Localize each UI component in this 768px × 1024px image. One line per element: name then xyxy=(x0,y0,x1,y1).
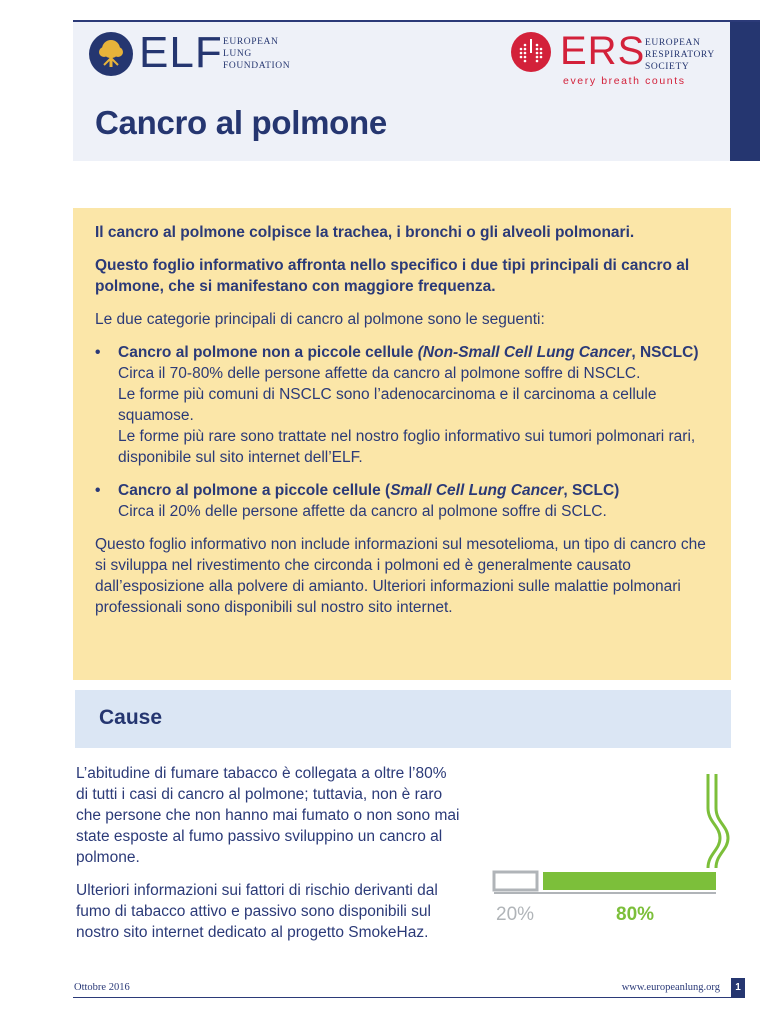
page-title: Cancro al polmone xyxy=(95,104,387,141)
footer-url[interactable]: www.europeanlung.org xyxy=(621,982,720,993)
header-accent-bar xyxy=(730,22,760,161)
elf-tree-logo-icon xyxy=(89,32,133,76)
intro-paragraph-3: Le due categorie principali di cancro al polmone sono le seguenti: xyxy=(95,311,545,328)
cigarette-body-segment xyxy=(543,872,716,890)
cigarette-base-line xyxy=(494,892,716,894)
cause-paragraph-2: Ulteriori informazioni sui fattori di rischio derivanti dal fumo di tabacco attivo e passivo sono disponibili sul nostro sito internet dedicato al progetto SmokeHaz. xyxy=(76,882,438,941)
elf-wordmark: ELF xyxy=(139,28,223,77)
intro-paragraph-1: Il cancro al polmone colpisce la trachea, i bronchi o gli alveoli polmonari. xyxy=(95,224,635,241)
ers-lung-logo-icon xyxy=(511,32,551,72)
footer-rule xyxy=(73,997,731,998)
cause-section-header xyxy=(75,690,731,748)
intro-box xyxy=(73,208,731,680)
bullet-nsclc xyxy=(95,342,709,468)
page-number: 1 xyxy=(731,978,745,998)
bullet-sclc-line-1: Circa il 20% delle persone affette da cancro al polmone soffre di SCLC. xyxy=(118,503,607,520)
bullet-dot: • xyxy=(95,344,101,361)
pct-smoking-label: 80% xyxy=(616,904,655,925)
bullet-nsclc-line-1: Circa il 70-80% delle persone affette da cancro al polmone soffre di NSCLC. xyxy=(118,365,641,382)
intro-paragraph-2: Questo foglio informativo affronta nello specifico i due tipi principali di cancro al polmone, che si manifestano con maggiore frequenza. xyxy=(95,257,690,295)
bullet-nsclc-line-3: Le forme più rare sono trattate nel nostro foglio informativo sui tumori polmonari rari, disponibile sul sito internet dell’ELF. xyxy=(118,428,696,466)
cigarette-filter-segment xyxy=(494,872,537,890)
smoke-line-left-icon xyxy=(708,774,720,868)
cause-paragraph-1: L’abitudine di fumare tabacco è collegata a oltre l’80% di tutti i casi di cancro al polmone; tuttavia, non è raro che persone che non hanno mai fumato o non sono mai state esposte al fumo passivo sviluppino un cancro al polmone. xyxy=(76,765,460,866)
elf-full-name: EUROPEAN LUNG FOUNDATION xyxy=(223,37,291,71)
ers-full-name: EUROPEAN RESPIRATORY SOCIETY xyxy=(645,38,715,72)
bullet-sclc-heading: Cancro al polmone a piccole cellule (Small Cell Lung Cancer, SCLC) xyxy=(118,482,620,499)
intro-paragraph-4: Questo foglio informativo non include informazioni sul mesotelioma, un tipo di cancro che si sviluppa nel rivestimento che circonda i polmoni ed è generalmente causato dall’esposizione alla polvere di amianto. Ulteriori informazioni sulle malattie polmonari professionali sono disponibili sul nostro sito internet. xyxy=(95,536,706,616)
footer-date: Ottobre 2016 xyxy=(74,982,130,993)
smoke-line-right-icon xyxy=(716,774,728,868)
ers-tagline: every breath counts xyxy=(563,75,686,87)
ers-wordmark: ERS xyxy=(560,29,646,73)
cigarette-infographic xyxy=(490,770,730,900)
bullet-nsclc-heading: Cancro al polmone non a piccole cellule (Non-Small Cell Lung Cancer, NSCLC) xyxy=(118,344,699,361)
bullet-nsclc-line-2: Le forme più comuni di NSCLC sono l’adenocarcinoma e il carcinoma a cellule squamose. xyxy=(118,386,657,424)
cause-title: Cause xyxy=(99,706,163,729)
pct-other-label: 20% xyxy=(496,904,535,925)
bullet-dot: • xyxy=(95,482,101,499)
bullet-sclc xyxy=(95,480,709,522)
cause-body xyxy=(76,763,460,955)
header xyxy=(73,22,760,161)
